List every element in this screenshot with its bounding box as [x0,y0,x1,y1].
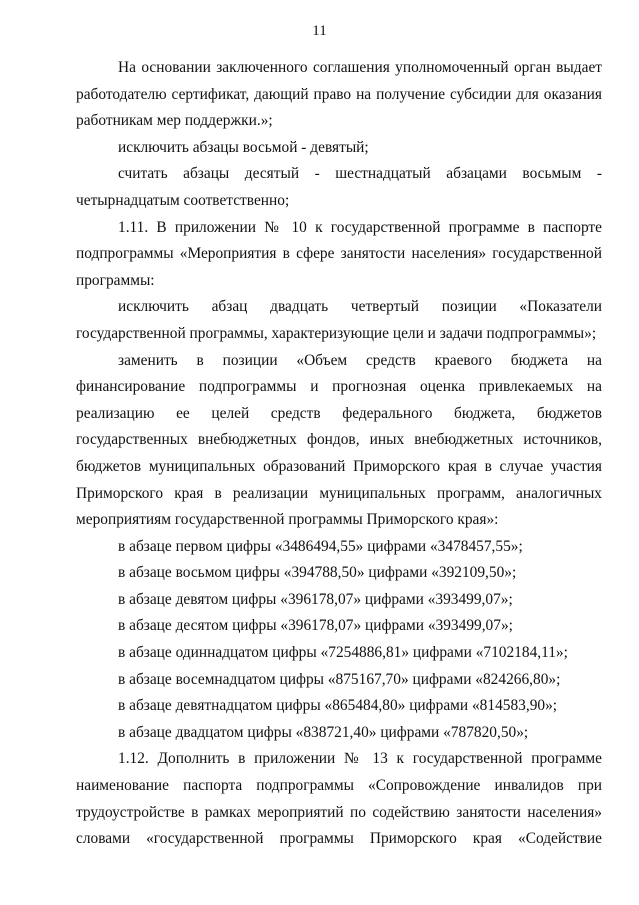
text-line: бюджетов муниципальных образований Приморского края в случае участия [76,457,602,475]
text-line: четырнадцатым соответственно; [76,191,290,209]
paragraph-renumber [76,161,602,214]
paragraph-certificate [76,55,602,135]
paragraph-1-11 [76,215,602,295]
text-line: подпрограммы «Мероприятия в сфере занятости населения» государственной [76,245,602,263]
paragraph-1-12 [76,746,602,852]
replacement-list [76,534,602,747]
list-item: в абзаце десятом цифры «396178,07» цифрами «393499,07»; [118,617,513,635]
text-line: государственных внебюджетных фондов, иных внебюджетных источников, [76,431,602,449]
list-item: в абзаце первом цифры «3486494,55» цифрами «3478457,55»; [118,537,523,555]
paragraph-exclude-paragraphs [76,135,602,162]
document-body [76,55,602,853]
text-line: исключить абзацы восьмой - девятый; [118,138,369,156]
list-item: в абзаце девятом цифры «396178,07» цифрами «393499,07»; [118,590,513,608]
text-line: заменить в позиции «Объем средств краевого бюджета на [118,351,602,369]
text-line: 1.11. В приложении № 10 к государственной программе в паспорте [118,218,602,236]
text-line: На основании заключенного соглашения уполномоченный орган выдает [118,59,602,76]
text-line: 1.12. Дополнить в приложении № 13 к государственной программе [118,750,602,768]
text-line: словами «государственной программы Приморского края «Содействие [76,830,602,848]
list-item: в абзаце двадцатом цифры «838721,40» цифрами «787820,50»; [118,723,529,741]
text-line: наименование паспорта подпрограммы «Сопровождение инвалидов при [76,777,602,795]
text-line: исключить абзац двадцать четвертый позиции «Показатели [118,298,602,316]
list-item: в абзаце одиннадцатом цифры «7254886,81» цифрами «7102184,11»; [118,644,568,662]
list-item: в абзаце девятнадцатом цифры «865484,80» цифрами «814583,90»; [118,697,558,715]
text-line: мероприятиям государственной программы Приморского края»: [76,511,499,529]
text-line: государственной программы, характеризующие цели и задачи подпрограммы»; [76,324,597,342]
list-item: в абзаце восемнадцатом цифры «875167,70» цифрами «824266,80»; [118,670,561,688]
text-line: работникам мер поддержки.»; [76,112,273,130]
list-item: в абзаце восьмом цифры «394788,50» цифрами «392109,50»; [118,564,517,582]
text-line: реализацию ее целей средств федерального бюджета, бюджетов [76,404,602,422]
text-line: программы: [76,271,155,289]
text-line: считать абзацы десятый - шестнадцатый абзацами восьмым - [118,165,602,183]
text-line: трудоустройстве в рамках мероприятий по содействию занятости населения» [76,803,602,821]
paragraph-replace-budget [76,348,602,534]
page-number: 11 [312,23,327,39]
paragraph-exclude-indicators [76,294,602,347]
text-line: финансирование подпрограммы и прогнозная оценка привлекаемых на [76,378,602,396]
text-line: Приморского края в реализации муниципальных программ, аналогичных [76,484,602,502]
text-line: работодателю сертификат, дающий право на получение субсидии для оказания [76,85,602,103]
